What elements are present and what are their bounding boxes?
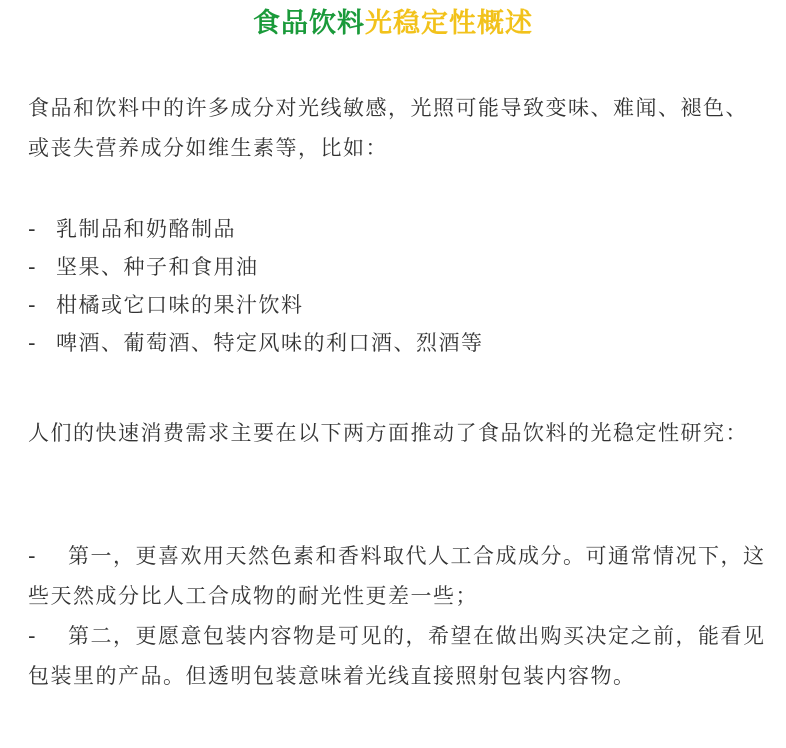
- point-dash: -: [28, 624, 38, 648]
- point-dash: -: [28, 544, 38, 568]
- list-item-text: 坚果、种子和食用油: [56, 255, 259, 279]
- point-item: [28, 536, 770, 616]
- list-item: [28, 210, 770, 248]
- page-title: [0, 6, 786, 42]
- list-item-text: 柑橘或它口味的果汁饮料: [56, 293, 304, 317]
- list-dash: -: [28, 293, 38, 317]
- point-text: 第一，更喜欢用天然色素和香料取代人工合成成分。可通常情况下，这些天然成分比人工合成物的耐光性更差一些；: [28, 544, 766, 608]
- intro-paragraph: 食品和饮料中的许多成分对光线敏感，光照可能导致变味、难闻、褪色、或丧失营养成分如维生素等，比如：: [28, 96, 748, 160]
- drivers-points: [28, 536, 770, 696]
- title-part-green: 食品饮料: [253, 8, 365, 39]
- drivers-paragraph: 人们的快速消费需求主要在以下两方面推动了食品饮料的光稳定性研究：: [28, 421, 748, 445]
- list-item-text: 啤酒、葡萄酒、特定风味的利口酒、烈酒等: [56, 331, 484, 355]
- list-item: [28, 324, 770, 362]
- list-dash: -: [28, 217, 38, 241]
- point-item: [28, 616, 770, 696]
- list-item: [28, 248, 770, 286]
- sensitive-foods-list: [28, 210, 770, 362]
- list-item-text: 乳制品和奶酪制品: [56, 217, 236, 241]
- point-text: 第二，更愿意包装内容物是可见的，希望在做出购买决定之前，能看见包装里的产品。但透明包装意味着光线直接照射包装内容物。: [28, 624, 766, 688]
- title-part-yellow: 光稳定性概述: [365, 8, 533, 39]
- list-item: [28, 286, 770, 324]
- list-dash: -: [28, 331, 38, 355]
- list-dash: -: [28, 255, 38, 279]
